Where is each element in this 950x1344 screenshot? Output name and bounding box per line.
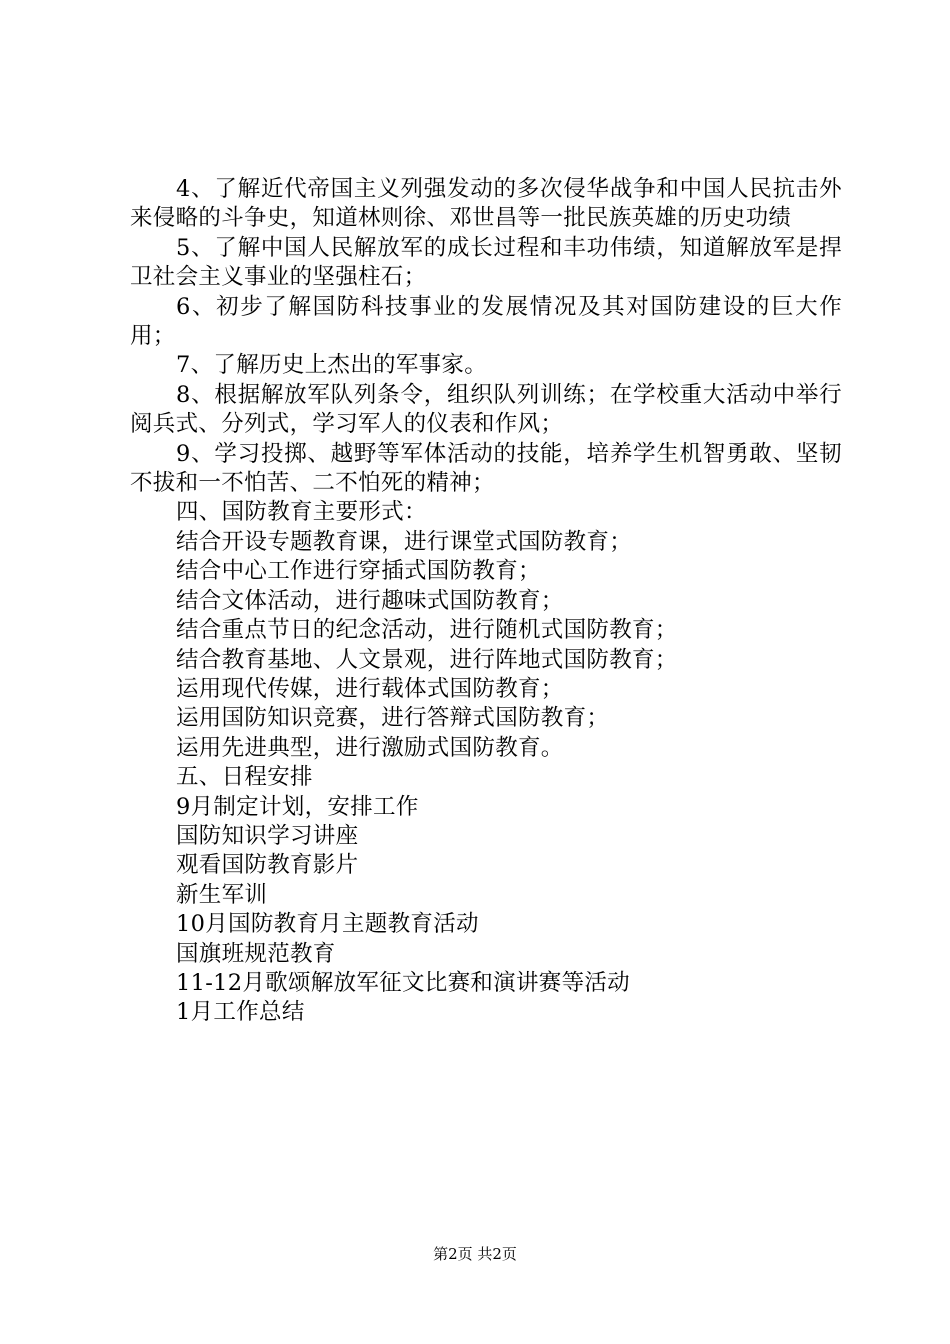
section-heading-forms: 四、国防教育主要形式： [176,499,427,526]
schedule-item: 观看国防教育影片 [176,852,359,879]
section-heading-schedule: 五、日程安排 [176,764,313,791]
paragraph-item-6: 6、初步了解国防科技事业的发展情况及其对国防建设的巨大作用； [130,293,842,350]
paragraph-item-7: 7、了解历史上杰出的军事家。 [176,352,488,379]
form-item: 结合教育基地、人文景观，进行阵地式国防教育； [176,646,678,673]
form-item: 运用先进典型，进行激励式国防教育。 [176,734,564,761]
paragraph-item-4: 4、了解近代帝国主义列强发动的多次侵华战争和中国人民抗击外来侵略的斗争史，知道林则徐、邓世昌等一批民族英雄的历史功绩 [130,176,842,232]
schedule-item: 10月国防教育月主题教育活动 [176,911,479,938]
form-item: 运用现代传媒，进行载体式国防教育； [176,675,564,702]
schedule-item: 国防知识学习讲座 [176,822,359,849]
document-body [130,175,842,1028]
schedule-item: 新生军训 [176,881,268,908]
form-item: 运用国防知识竞赛，进行答辩式国防教育； [176,705,610,732]
form-item: 结合开设专题教育课，进行课堂式国防教育； [176,528,633,555]
form-item: 结合重点节日的纪念活动，进行随机式国防教育； [176,617,678,644]
page-footer: 第2页 共2页 [433,1245,517,1263]
form-item: 结合中心工作进行穿插式国防教育； [176,558,541,585]
form-item: 结合文体活动，进行趣味式国防教育； [176,587,564,614]
schedule-item: 国旗班规范教育 [176,940,336,967]
paragraph-item-5: 5、了解中国人民解放军的成长过程和丰功伟绩，知道解放军是捍卫社会主义事业的坚强柱石； [130,234,842,291]
schedule-item: 11-12月歌颂解放军征文比赛和演讲赛等活动 [176,969,630,996]
paragraph-item-8: 8、根据解放军队列条令，组织队列训练；在学校重大活动中举行阅兵式、分列式，学习军人的仪表和作风； [130,381,842,438]
schedule-item: 1月工作总结 [176,999,305,1026]
paragraph-item-9: 9、学习投掷、越野等军体活动的技能，培养学生机智勇敢、坚韧不拔和一不怕苦、二不怕死的精神； [130,440,842,497]
schedule-item: 9月制定计划，安排工作 [176,793,419,820]
